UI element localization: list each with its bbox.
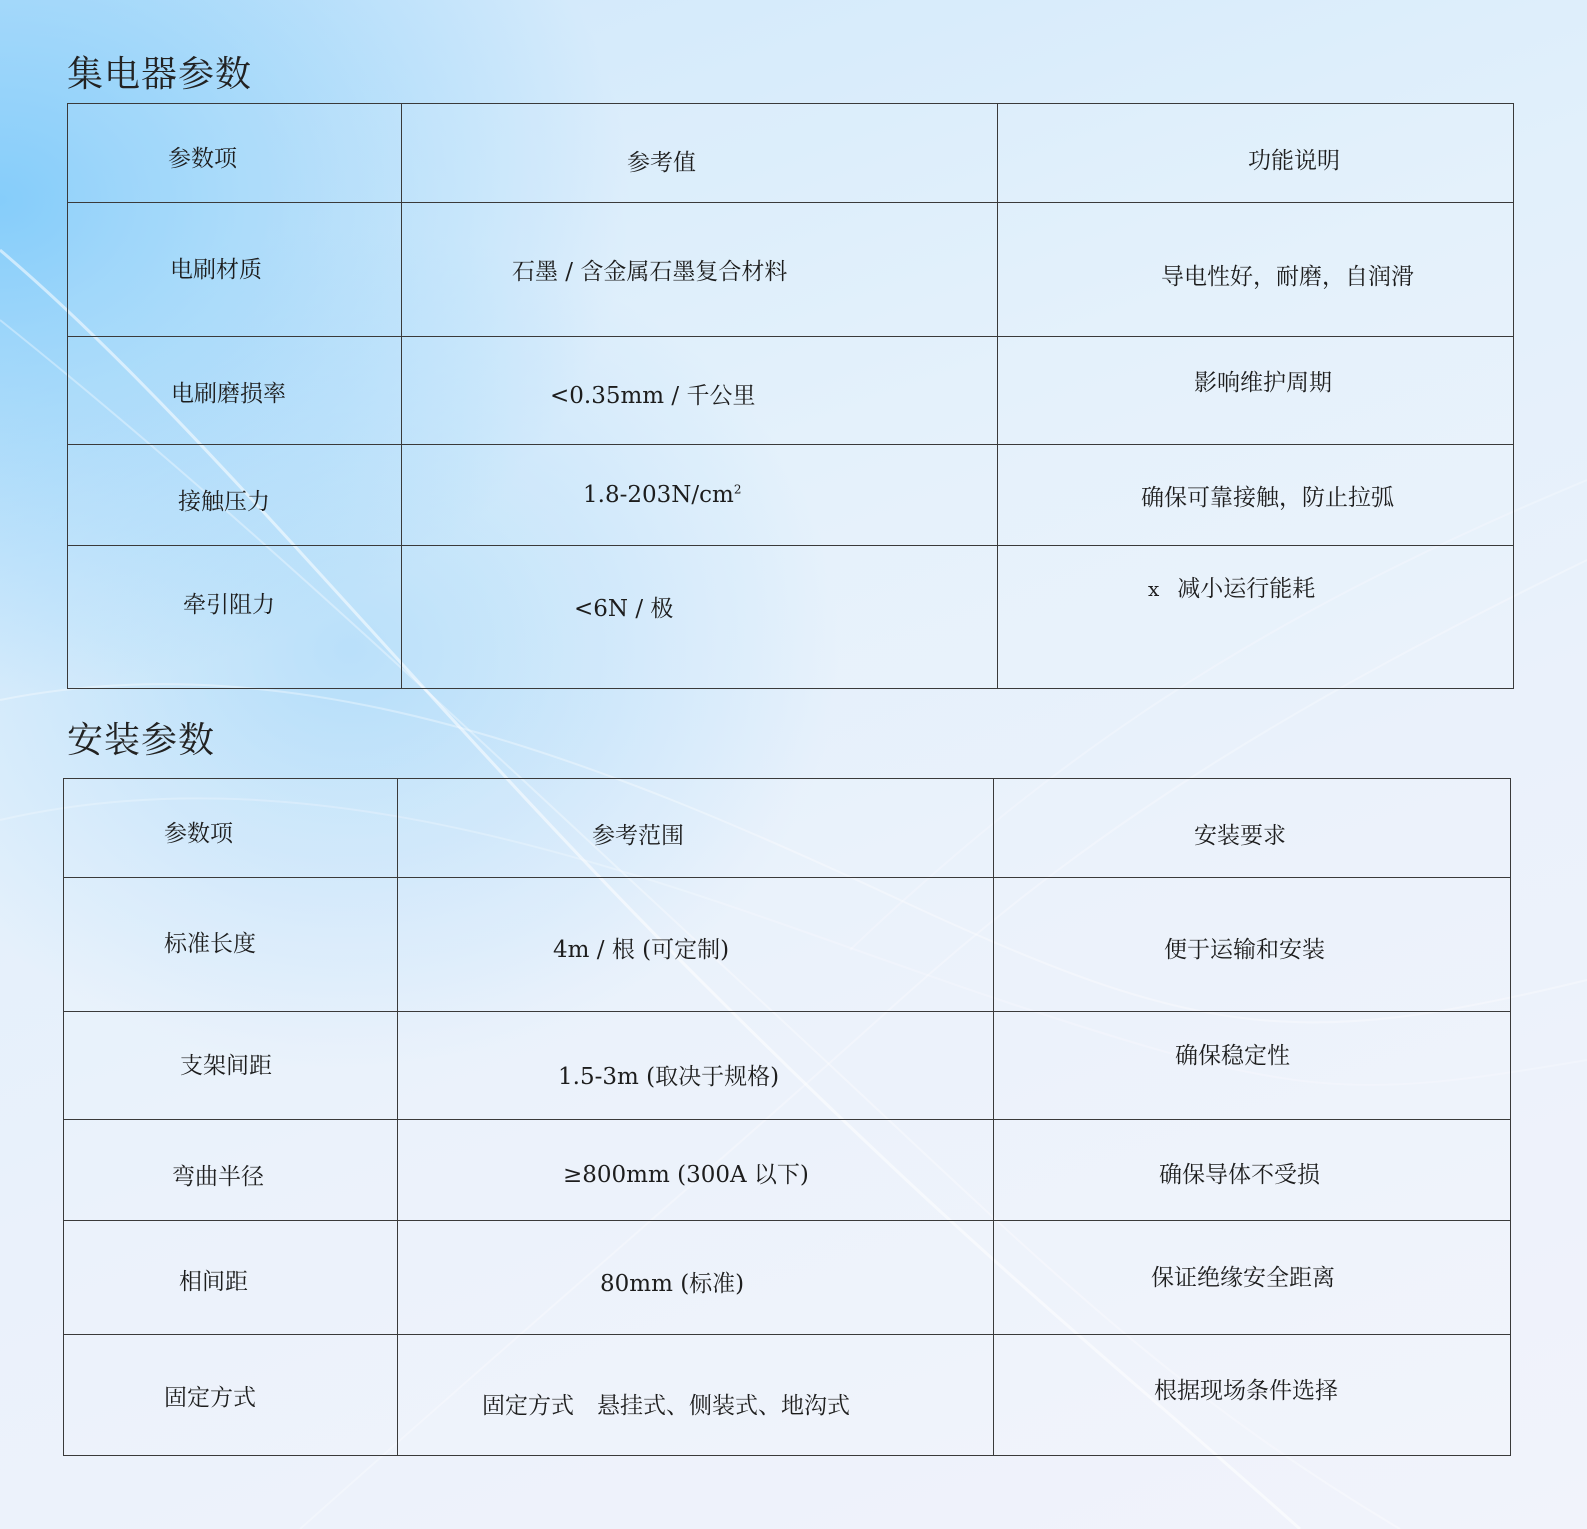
cell-text xyxy=(583,482,741,508)
cell-text: 4m / 根 (可定制) xyxy=(553,937,730,963)
value-cell xyxy=(398,1221,994,1335)
cell-text: 弯曲半径 xyxy=(172,1164,264,1190)
desc-text: 减小运行能耗 xyxy=(1177,576,1316,602)
header-cell xyxy=(994,779,1511,878)
value-cell xyxy=(402,546,998,689)
cell-text: 80mm (标准) xyxy=(600,1271,745,1297)
installation-section-title: 安装参数 xyxy=(67,720,216,761)
unit-superscript: 2 xyxy=(733,482,742,497)
desc-cell xyxy=(994,1335,1511,1456)
cell-text: 标准长度 xyxy=(164,931,256,957)
param-cell xyxy=(68,445,402,546)
header-cell xyxy=(68,104,402,203)
value-cell xyxy=(402,203,998,337)
header-cell xyxy=(398,779,994,878)
table-row xyxy=(68,203,1514,337)
value-cell xyxy=(398,1012,994,1120)
header-cell xyxy=(64,779,398,878)
cell-text: <0.35mm / 千公里 xyxy=(550,383,756,409)
desc-cell xyxy=(994,1012,1511,1120)
collector-params-table xyxy=(67,103,1514,689)
value-cell xyxy=(398,1335,994,1456)
contact-pressure-value: 1.8-203N/cm xyxy=(583,482,734,508)
table-row xyxy=(68,546,1514,689)
value-cell xyxy=(398,1120,994,1221)
table-header-row xyxy=(68,104,1514,203)
cell-text: 参考范围 xyxy=(592,823,684,849)
cell-text: 石墨 / 含金属石墨复合材料 xyxy=(512,259,788,285)
desc-cell xyxy=(994,878,1511,1012)
table-row xyxy=(64,878,1511,1012)
value-cell xyxy=(398,878,994,1012)
cell-text: 参数项 xyxy=(164,821,233,847)
desc-cell xyxy=(998,445,1514,546)
collector-section-title: 集电器参数 xyxy=(67,54,253,95)
cell-text: 参考值 xyxy=(627,150,696,176)
cell-text: 确保导体不受损 xyxy=(1159,1162,1320,1188)
cell-text: 便于运输和安装 xyxy=(1164,937,1325,963)
cell-text: 安装要求 xyxy=(1194,823,1286,849)
cell-text: 固定方式 悬挂式、侧装式、地沟式 xyxy=(482,1393,850,1419)
param-cell xyxy=(68,546,402,689)
cell-text: ≥800mm (300A 以下) xyxy=(563,1162,809,1188)
table-row xyxy=(64,1221,1511,1335)
header-cell xyxy=(998,104,1514,203)
cell-text: 确保稳定性 xyxy=(1175,1043,1290,1069)
cell-text: 电刷磨损率 xyxy=(171,381,286,407)
cell-text: 根据现场条件选择 xyxy=(1154,1378,1338,1404)
cell-text: 参数项 xyxy=(168,146,237,172)
installation-params-table xyxy=(63,778,1511,1456)
cell-text: 相间距 xyxy=(179,1269,248,1295)
cell-text: 电刷材质 xyxy=(170,257,262,283)
param-cell xyxy=(64,1335,398,1456)
table-row xyxy=(64,1335,1511,1456)
param-cell xyxy=(68,203,402,337)
cell-text: 保证绝缘安全距离 xyxy=(1151,1265,1335,1291)
cell-text: 固定方式 xyxy=(164,1385,256,1411)
value-cell xyxy=(402,337,998,445)
param-cell xyxy=(64,1221,398,1335)
table-header-row xyxy=(64,779,1511,878)
cell-text: 接触压力 xyxy=(178,489,270,515)
param-cell xyxy=(64,878,398,1012)
table-row xyxy=(64,1012,1511,1120)
cell-text: 牵引阻力 xyxy=(183,592,275,618)
table-row xyxy=(68,337,1514,445)
param-cell xyxy=(64,1120,398,1221)
desc-cell xyxy=(994,1221,1511,1335)
cell-text: <6N / 极 xyxy=(574,596,674,622)
desc-cell xyxy=(998,337,1514,445)
desc-prefix: x xyxy=(1148,577,1160,601)
cell-text: 影响维护周期 xyxy=(1194,370,1332,396)
cell-text: 1.5-3m (取决于规格) xyxy=(558,1064,780,1090)
header-cell xyxy=(402,104,998,203)
cell-text: 功能说明 xyxy=(1248,148,1340,174)
desc-cell xyxy=(998,203,1514,337)
cell-text: 支架间距 xyxy=(180,1053,272,1079)
table-row xyxy=(68,445,1514,546)
cell-text xyxy=(1148,570,1315,603)
cell-text: 确保可靠接触，防止拉弧 xyxy=(1141,485,1394,511)
cell-text: 导电性好，耐磨，自润滑 xyxy=(1161,264,1414,290)
desc-cell xyxy=(994,1120,1511,1221)
value-cell xyxy=(402,445,998,546)
table-row xyxy=(64,1120,1511,1221)
desc-cell xyxy=(998,546,1514,689)
param-cell xyxy=(68,337,402,445)
param-cell xyxy=(64,1012,398,1120)
